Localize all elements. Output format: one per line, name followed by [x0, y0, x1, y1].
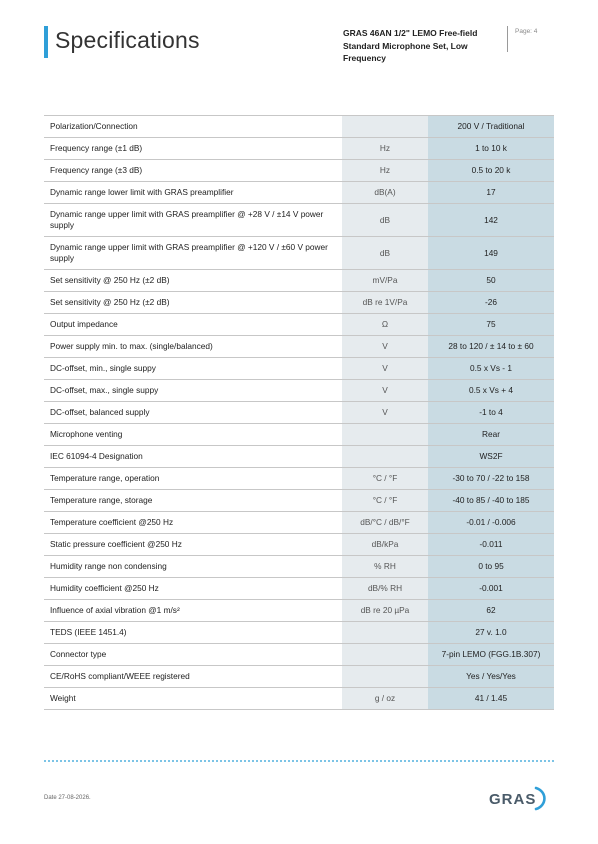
spec-row — [44, 666, 554, 688]
spec-parameter: Weight — [44, 688, 342, 710]
spec-value: 27 v. 1.0 — [428, 622, 554, 644]
spec-row — [44, 138, 554, 160]
spec-row — [44, 358, 554, 380]
spec-parameter: IEC 61094-4 Designation — [44, 446, 342, 468]
spec-parameter: Humidity coefficient @250 Hz — [44, 578, 342, 600]
spec-row — [44, 116, 554, 138]
spec-parameter: Dynamic range upper limit with GRAS preamplifier @ +28 V / ±14 V power supply — [44, 204, 342, 237]
spec-unit: g / oz — [342, 688, 428, 710]
spec-parameter: Dynamic range lower limit with GRAS preamplifier — [44, 182, 342, 204]
spec-parameter: Set sensitivity @ 250 Hz (±2 dB) — [44, 292, 342, 314]
spec-value: 142 — [428, 204, 554, 237]
spec-parameter: Set sensitivity @ 250 Hz (±2 dB) — [44, 270, 342, 292]
spec-value: -1 to 4 — [428, 402, 554, 424]
spec-value: 41 / 1.45 — [428, 688, 554, 710]
spec-parameter: Connector type — [44, 644, 342, 666]
spec-parameter: TEDS (IEEE 1451.4) — [44, 622, 342, 644]
spec-row — [44, 270, 554, 292]
spec-unit — [342, 424, 428, 446]
spec-unit: dB — [342, 204, 428, 237]
spec-row — [44, 424, 554, 446]
header-divider — [507, 26, 508, 52]
spec-unit: °C / °F — [342, 490, 428, 512]
spec-parameter: Output impedance — [44, 314, 342, 336]
spec-parameter: Dynamic range upper limit with GRAS preamplifier @ +120 V / ±60 V power supply — [44, 237, 342, 270]
spec-row — [44, 688, 554, 710]
spec-value: Rear — [428, 424, 554, 446]
logo-text: GRAS — [489, 791, 537, 808]
spec-value: 28 to 120 / ± 14 to ± 60 — [428, 336, 554, 358]
spec-unit: dB/% RH — [342, 578, 428, 600]
spec-value: 50 — [428, 270, 554, 292]
spec-value: -30 to 70 / -22 to 158 — [428, 468, 554, 490]
spec-value: 75 — [428, 314, 554, 336]
spec-row — [44, 336, 554, 358]
spec-value: 7-pin LEMO (FGG.1B.307) — [428, 644, 554, 666]
spec-unit — [342, 644, 428, 666]
spec-row — [44, 402, 554, 424]
spec-parameter: CE/RoHS compliant/WEEE registered — [44, 666, 342, 688]
spec-unit: Hz — [342, 160, 428, 182]
spec-unit — [342, 116, 428, 138]
spec-value: -40 to 85 / -40 to 185 — [428, 490, 554, 512]
spec-row — [44, 160, 554, 182]
spec-parameter: Temperature coefficient @250 Hz — [44, 512, 342, 534]
spec-parameter: Temperature range, storage — [44, 490, 342, 512]
spec-row — [44, 468, 554, 490]
spec-row — [44, 490, 554, 512]
spec-unit — [342, 446, 428, 468]
spec-parameter: Polarization/Connection — [44, 116, 342, 138]
spec-value: 0.5 to 20 k — [428, 160, 554, 182]
product-name: GRAS 46AN 1/2" LEMO Free-field Standard Microphone Set, Low Frequency — [343, 28, 478, 63]
spec-unit: dB re 20 µPa — [342, 600, 428, 622]
spec-unit: V — [342, 358, 428, 380]
spec-row — [44, 600, 554, 622]
logo-arc-icon — [536, 788, 544, 809]
spec-unit: % RH — [342, 556, 428, 578]
spec-parameter: DC-offset, balanced supply — [44, 402, 342, 424]
spec-row — [44, 512, 554, 534]
spec-value: -26 — [428, 292, 554, 314]
spec-unit: dB/°C / dB/°F — [342, 512, 428, 534]
spec-parameter: Microphone venting — [44, 424, 342, 446]
spec-value: -0.011 — [428, 534, 554, 556]
spec-row — [44, 380, 554, 402]
spec-value: -0.01 / -0.006 — [428, 512, 554, 534]
spec-row — [44, 556, 554, 578]
page-number: Page: 4 — [515, 28, 538, 35]
spec-row — [44, 534, 554, 556]
spec-value: 17 — [428, 182, 554, 204]
spec-row — [44, 182, 554, 204]
spec-value: 0.5 x Vs + 4 — [428, 380, 554, 402]
page-title: Specifications — [55, 27, 200, 53]
specifications-table — [44, 115, 554, 710]
spec-unit: V — [342, 336, 428, 358]
document-date: Date 27-08-2026. — [44, 795, 91, 801]
spec-parameter: Influence of axial vibration @1 m/s² — [44, 600, 342, 622]
spec-value: 200 V / Traditional — [428, 116, 554, 138]
title-accent-bar — [44, 26, 48, 58]
spec-value: 149 — [428, 237, 554, 270]
spec-unit: Hz — [342, 138, 428, 160]
spec-row — [44, 644, 554, 666]
spec-unit: °C / °F — [342, 468, 428, 490]
spec-value: 62 — [428, 600, 554, 622]
spec-row — [44, 578, 554, 600]
spec-parameter: Temperature range, operation — [44, 468, 342, 490]
spec-unit — [342, 666, 428, 688]
spec-unit: dB(A) — [342, 182, 428, 204]
spec-row — [44, 237, 554, 270]
spec-parameter: DC-offset, min., single suppy — [44, 358, 342, 380]
spec-parameter: Static pressure coefficient @250 Hz — [44, 534, 342, 556]
spec-value: 0.5 x Vs - 1 — [428, 358, 554, 380]
spec-value: WS2F — [428, 446, 554, 468]
spec-value: 1 to 10 k — [428, 138, 554, 160]
footer-dotted-divider — [44, 760, 554, 762]
spec-row — [44, 314, 554, 336]
spec-row — [44, 292, 554, 314]
spec-parameter: Humidity range non condensing — [44, 556, 342, 578]
spec-parameter: Power supply min. to max. (single/balanced) — [44, 336, 342, 358]
spec-unit: V — [342, 380, 428, 402]
gras-logo — [487, 783, 549, 813]
spec-value: -0.001 — [428, 578, 554, 600]
spec-value: Yes / Yes/Yes — [428, 666, 554, 688]
spec-unit: dB/kPa — [342, 534, 428, 556]
spec-parameter: DC-offset, max., single suppy — [44, 380, 342, 402]
spec-unit: mV/Pa — [342, 270, 428, 292]
spec-unit: V — [342, 402, 428, 424]
spec-row — [44, 204, 554, 237]
spec-parameter: Frequency range (±3 dB) — [44, 160, 342, 182]
spec-unit: dB re 1V/Pa — [342, 292, 428, 314]
spec-row — [44, 446, 554, 468]
spec-unit: Ω — [342, 314, 428, 336]
spec-unit — [342, 622, 428, 644]
spec-unit: dB — [342, 237, 428, 270]
spec-row — [44, 622, 554, 644]
spec-value: 0 to 95 — [428, 556, 554, 578]
spec-parameter: Frequency range (±1 dB) — [44, 138, 342, 160]
